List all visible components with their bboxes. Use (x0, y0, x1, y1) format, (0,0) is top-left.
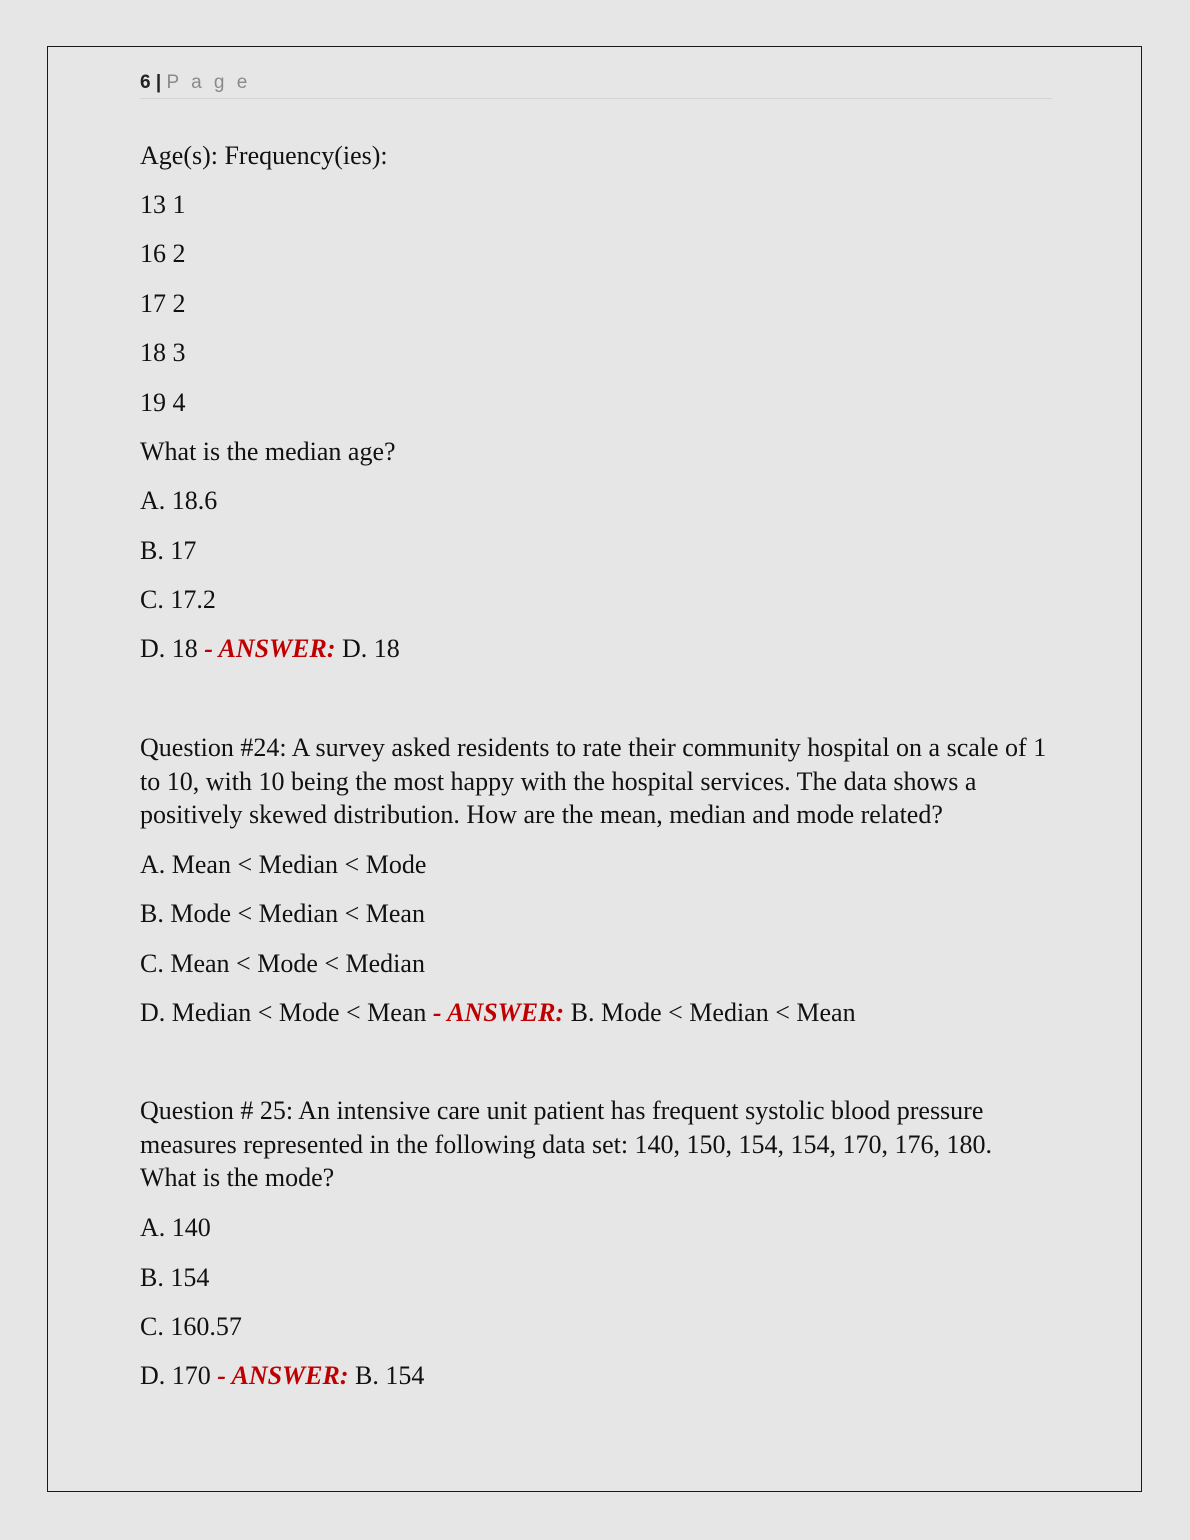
q24-answer: B. Mode < Median < Mean (570, 998, 856, 1027)
answer-label: - ANSWER: (204, 634, 336, 663)
q24-option-b: B. Mode < Median < Mean (140, 899, 425, 928)
q23-answer: D. 18 (342, 634, 400, 663)
table-row: 13 1 (140, 190, 186, 219)
q25-option-b: B. 154 (140, 1263, 210, 1292)
table-row: 19 4 (140, 388, 186, 417)
page-header (140, 70, 1052, 99)
header-separator: | (155, 72, 162, 93)
q24-option-d-line (140, 997, 856, 1029)
answer-label: - ANSWER: (432, 998, 565, 1027)
page-number: 6 (140, 72, 151, 93)
q23-option-d: D. 18 (140, 634, 198, 663)
question-25-text: Question # 25: An intensive care unit patient has frequent systolic blood pressure measures represented in the following data set: 140, 150, 154, 154, 170, 176, 180. What is the mode? (140, 1096, 993, 1192)
q24-option-d: D. Median < Mode < Mean (140, 998, 427, 1027)
q25-option-a: A. 140 (140, 1213, 211, 1242)
q23-option-a: A. 18.6 (140, 486, 218, 515)
page-label: P a g e (166, 72, 251, 93)
q23-option-c: C. 17.2 (140, 585, 216, 614)
q23-option-b: B. 17 (140, 536, 197, 565)
table-row: 18 3 (140, 338, 186, 367)
table-header: Age(s): Frequency(ies): (140, 141, 388, 170)
q25-option-c: C. 160.57 (140, 1312, 242, 1341)
table-row: 16 2 (140, 239, 186, 268)
question-24-text: Question #24: A survey asked residents to rate their community hospital on a scale of 1 to 10, with 10 being the most happy with the hospital services. The data shows a positively skewed distribution. How are the mean, median and mode related? (140, 733, 1047, 829)
question-23-text: What is the median age? (140, 437, 396, 466)
q25-answer: B. 154 (355, 1361, 425, 1390)
answer-label: - ANSWER: (217, 1361, 349, 1390)
q23-option-d-line (140, 633, 400, 665)
q25-option-d: D. 170 (140, 1361, 211, 1390)
q25-option-d-line (140, 1360, 424, 1392)
q24-option-c: C. Mean < Mode < Median (140, 949, 425, 978)
table-row: 17 2 (140, 289, 186, 318)
q24-option-a: A. Mean < Median < Mode (140, 850, 427, 879)
